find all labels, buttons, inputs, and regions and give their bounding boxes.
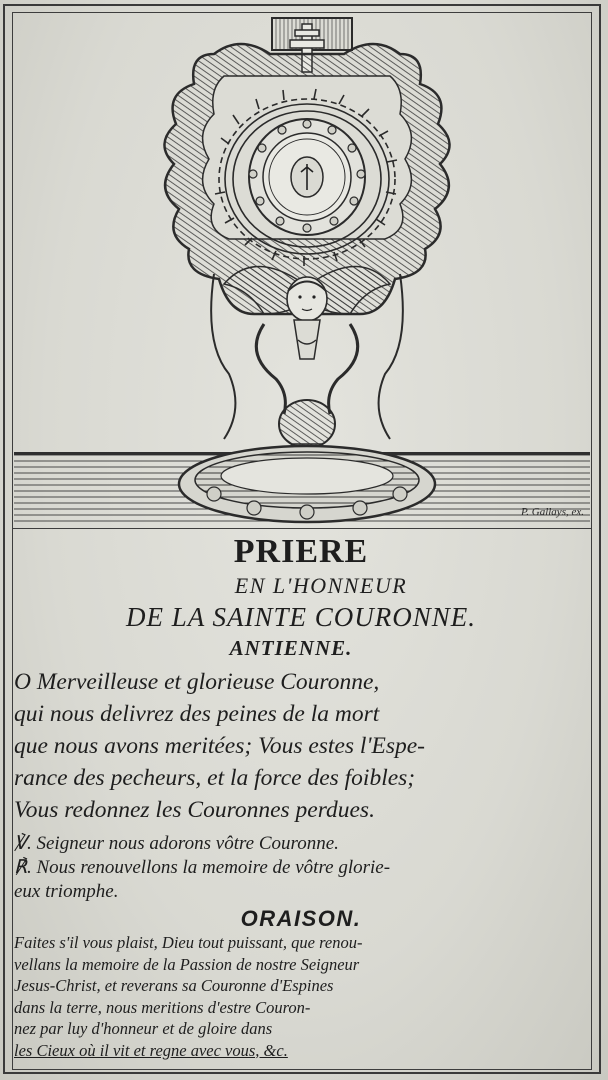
image-text-divider xyxy=(12,528,592,529)
response-line: eux triomphe. xyxy=(14,881,119,902)
oraison-line: Faites s'il vous plaist, Dieu tout puissant, que renou- xyxy=(14,933,363,952)
heading-oraison: ORAISON. xyxy=(240,906,362,931)
oraison-line: Jesus-Christ, et reverans sa Couronne d'Espines xyxy=(14,976,334,995)
title-priere: PRIERE xyxy=(233,533,369,570)
antiphon-line: rance des pecheurs, et la force des foibles; xyxy=(14,765,416,791)
antiphon-line: Vous redonnez les Couronnes perdues. xyxy=(14,797,375,823)
heading-antienne: ANTIENNE. xyxy=(229,636,353,660)
antiphon-text xyxy=(14,666,588,826)
oraison-line: dans la terre, nous meritions d'estre Couron- xyxy=(14,997,311,1017)
engraver-signature: P. Gallays, ex. xyxy=(520,506,584,518)
oraison-line: nez par luy d'honneur et de gloire dans xyxy=(14,1019,273,1038)
title-sainte-couronne: DE LA SAINTE COURONNE. xyxy=(125,602,477,632)
prayer-text xyxy=(14,532,588,1061)
reliquary-base xyxy=(179,446,435,522)
oraison-text xyxy=(14,932,588,1061)
oraison-line: les Cieux où il vit et regne avec vous, &c. xyxy=(14,1040,288,1060)
reliquary-engraving xyxy=(14,14,590,530)
response-line: ℟. Nous renouvellons la memoire de vôtre glorie- xyxy=(14,857,391,878)
oraison-line: vellans la memoire de la Passion de nostre Seigneur xyxy=(14,954,360,974)
title-en-l-honneur: EN L'HONNEUR xyxy=(234,573,408,598)
versicle-response xyxy=(14,832,588,904)
versicle-line: ℣. Seigneur nous adorons vôtre Couronne. xyxy=(14,833,339,854)
antiphon-line: qui nous delivrez des peines de la mort xyxy=(14,701,380,727)
antiphon-line: O Merveilleuse et glorieuse Couronne, xyxy=(14,669,380,695)
antiphon-line: que nous avons meritées; Vous estes l'Espe- xyxy=(14,733,425,759)
jewelled-ring xyxy=(249,119,365,235)
